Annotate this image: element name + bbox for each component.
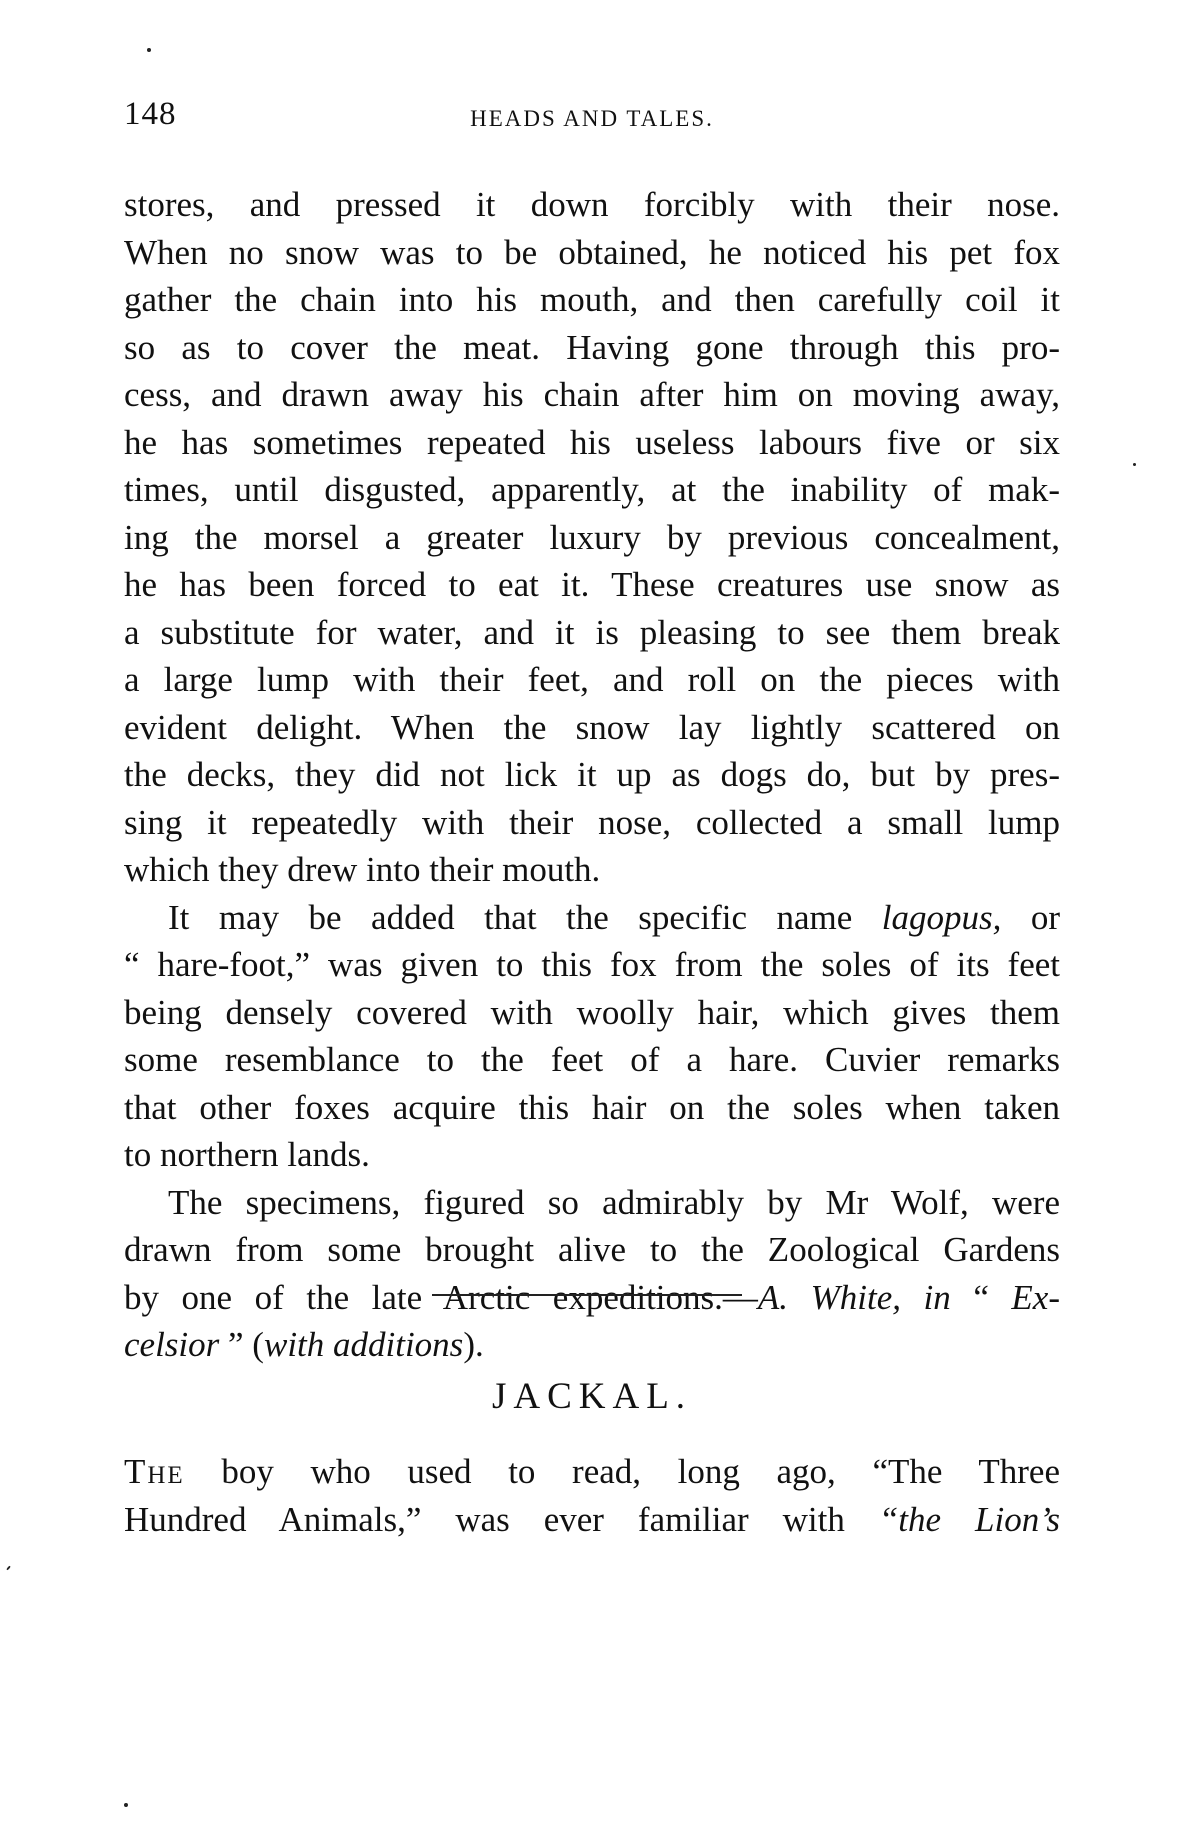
text-line: some resemblance to the feet of a hare. Cuvier remarks [124,1040,1060,1079]
page-number: 148 [124,96,177,132]
text-line: gather the chain into his mouth, and then carefully coil it [124,280,1060,319]
text-run: by one of the late Arctic expeditions.— [124,1277,758,1317]
text-run: Hundred Animals,” was ever familiar with [124,1499,879,1539]
source-title: Ex- [1011,1277,1060,1317]
source-title: celsior [124,1325,220,1364]
running-head [124,96,1060,146]
attribution: A. White, in [757,1277,951,1317]
print-speck [124,1803,128,1807]
text-line: the decks, they did not lick it up as dogs do, but by pres- [124,755,1060,794]
text-line: drawn from some brought alive to the Zoological Gardens [124,1230,1060,1269]
text-run: “ [950,1277,1012,1317]
paragraph-1 [124,181,1060,894]
running-title: HEADS AND TALES. [470,106,714,131]
text-run: ” ( [219,1325,264,1364]
source-note: with additions [263,1325,464,1364]
text-line: ing the morsel a greater luxury by previous concealment, [124,517,1060,557]
text-line [124,894,1060,942]
text-line: he has sometimes repeated his useless labours five or six [124,422,1060,462]
text-line: “ hare-foot,” was given to this fox from the soles of its feet [124,945,1060,984]
text-line: sing it repeatedly with their nose, collected a small lump [124,802,1060,842]
text-run: or [1001,897,1061,937]
print-speck [1133,463,1136,466]
text-line [124,1448,1060,1496]
paragraph-2 [124,894,1060,1179]
text-line: that other foxes acquire this hair on the soles when taken [124,1087,1060,1127]
body-text [124,181,1060,1369]
section-heading: JACKAL. [491,1376,693,1417]
paragraph-3 [124,1179,1060,1369]
text-line: evident delight. When the snow lay lightly scattered on [124,707,1060,747]
section-divider [432,1294,742,1296]
text-line: to northern lands. [124,1135,370,1174]
lead-word: The [124,1452,185,1491]
text-line: cess, and drawn away his chain after him on moving away, [124,375,1060,414]
italic-title: “the Lion’s [878,1499,1060,1539]
text-run: boy who used to read, long ago, “The Three [184,1452,1060,1491]
text-line: being densely covered with woolly hair, which gives them [124,992,1060,1032]
text-line [124,1496,1060,1544]
section-body [124,1448,1060,1543]
text-line: a substitute for water, and it is pleasing to see them break [124,612,1060,652]
italic-term: lagopus, [881,897,1002,937]
text-run: It may be added that the specific name [168,897,882,937]
text-line: stores, and pressed it down forcibly with their nose. [124,185,1060,224]
text-line: When no snow was to be obtained, he noticed his pet fox [124,232,1060,272]
text-line: a large lump with their feet, and roll on the pieces with [124,660,1060,699]
text-line: The specimens, figured so admirably by Mr Wolf, were [168,1182,1060,1222]
print-speck [6,1565,11,1570]
text-line: so as to cover the meat. Having gone through this pro- [124,327,1060,367]
text-line: times, until disgusted, apparently, at the inability of mak- [124,470,1060,509]
text-line [124,1274,1060,1322]
text-run: ). [463,1325,484,1364]
text-line: which they drew into their mouth. [124,850,601,889]
text-line: he has been forced to eat it. These creatures use snow as [124,565,1060,604]
text-line [124,1321,1060,1369]
print-speck [147,48,151,52]
